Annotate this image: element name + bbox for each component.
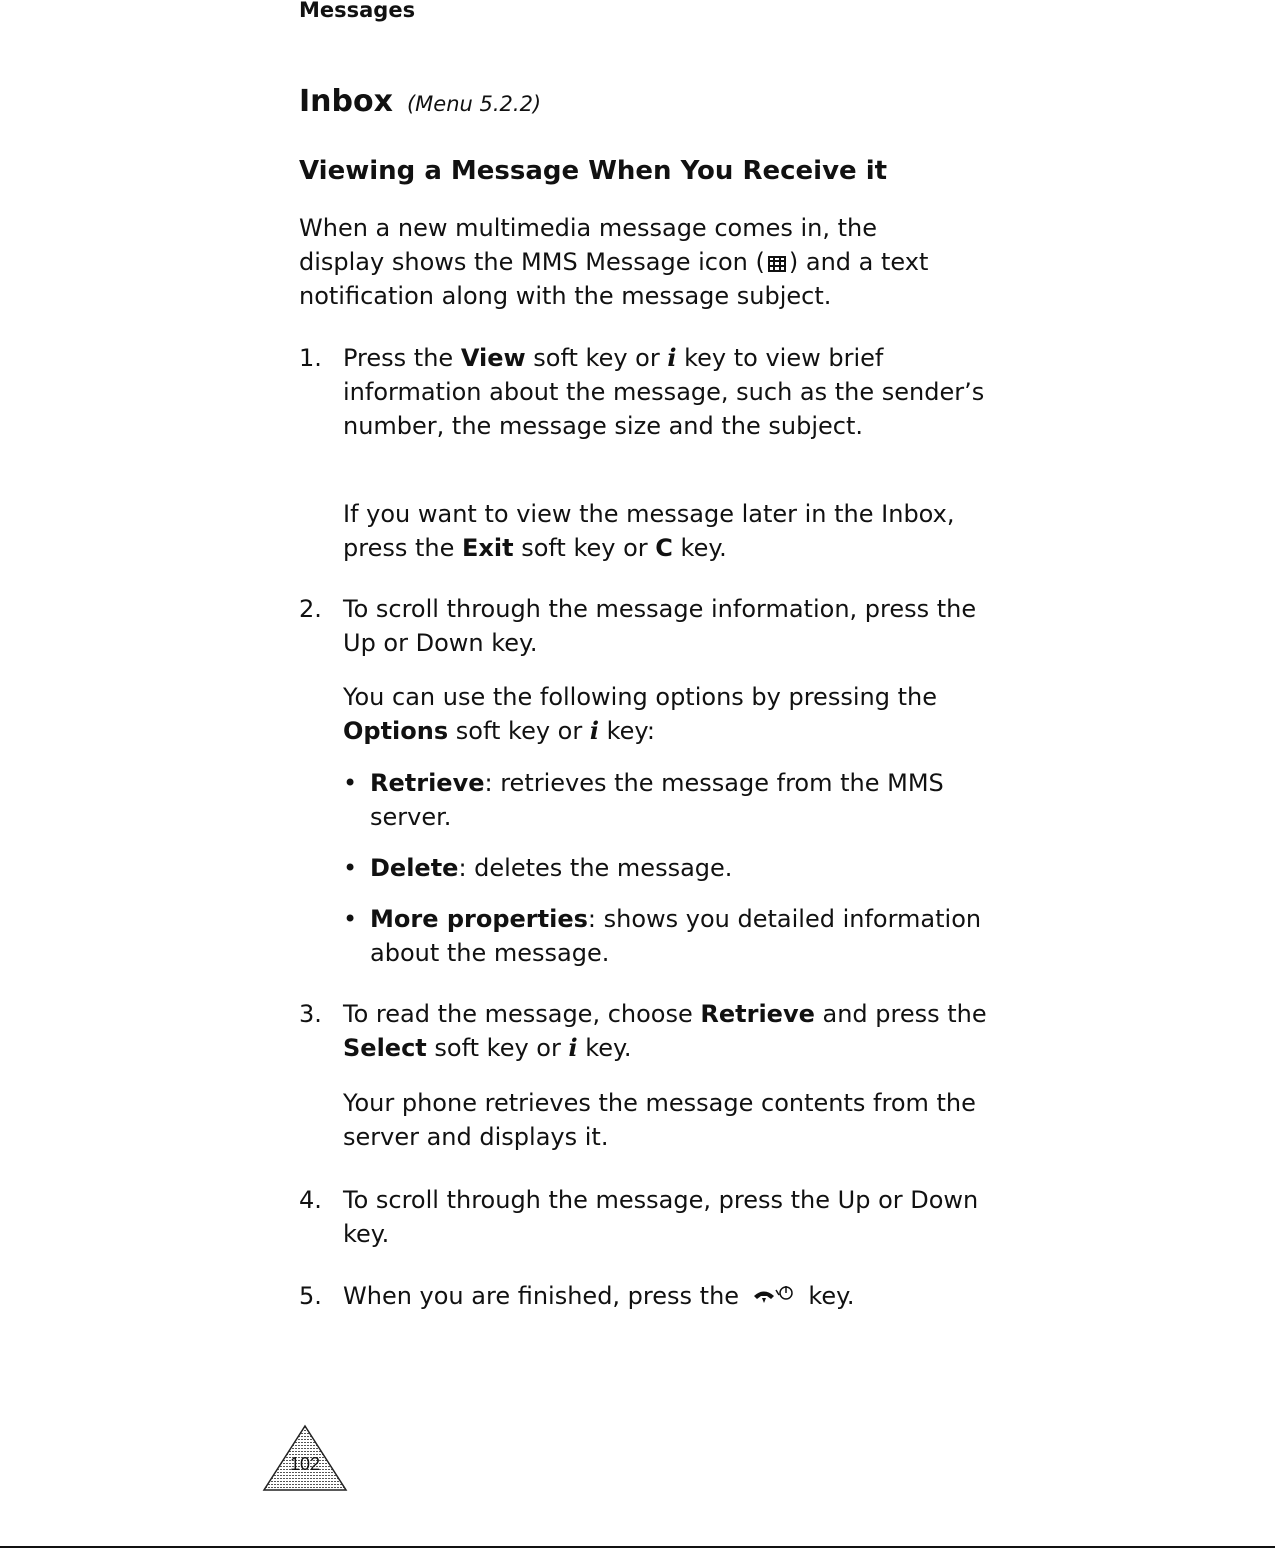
step-text: To scroll through the message, press the Up or Down key. bbox=[343, 1186, 979, 1248]
text: soft key or bbox=[525, 344, 668, 372]
step-1 bbox=[299, 341, 989, 443]
intro-text-1: When a new multimedia message comes in, the display shows the MMS Message icon ( bbox=[299, 214, 878, 276]
page-number-badge bbox=[262, 1424, 348, 1492]
key-name: View bbox=[460, 344, 526, 372]
bullet-dot: • bbox=[343, 854, 358, 882]
step-number: 5. bbox=[299, 1282, 322, 1310]
step-text bbox=[343, 341, 989, 443]
key-name: Select bbox=[343, 1034, 427, 1062]
step-number: 1. bbox=[299, 344, 322, 372]
key-name: Options bbox=[343, 717, 449, 745]
text: To read the message, choose bbox=[343, 1000, 701, 1028]
option-desc: : retrieves the message from the MMS server. bbox=[370, 769, 944, 831]
option-term: Retrieve bbox=[370, 769, 485, 797]
option-desc: : shows you detailed information about the message. bbox=[370, 905, 982, 967]
key-name: Retrieve bbox=[700, 1000, 815, 1028]
end-power-key-icon bbox=[751, 1284, 797, 1306]
section-title bbox=[299, 84, 541, 119]
step-2-note bbox=[343, 680, 993, 748]
text: soft key or bbox=[448, 717, 590, 745]
bullet-delete bbox=[343, 851, 983, 885]
step-3 bbox=[299, 997, 989, 1065]
text: If you want to view the message later in the Inbox, press the bbox=[343, 500, 955, 562]
step-4 bbox=[299, 1183, 989, 1251]
text: You can use the following options by pressing the bbox=[343, 683, 937, 711]
step-text bbox=[343, 997, 989, 1065]
step-3-note: Your phone retrieves the message contents from the server and displays it. bbox=[343, 1089, 976, 1151]
mms-message-icon bbox=[768, 256, 786, 272]
option-term: Delete bbox=[370, 854, 459, 882]
step-text bbox=[343, 1279, 989, 1313]
step-5 bbox=[299, 1279, 989, 1313]
title-main: Inbox bbox=[299, 84, 393, 119]
menu-path: (Menu 5.2.2) bbox=[406, 92, 542, 116]
intro-paragraph bbox=[299, 211, 959, 313]
bullet-dot: • bbox=[343, 769, 358, 797]
text: key to view brief information about the message, such as the sender’s number, the message size and the subject. bbox=[343, 344, 985, 440]
step-number: 2. bbox=[299, 595, 322, 623]
step-1-note bbox=[343, 497, 993, 565]
bullet-more-properties bbox=[343, 902, 983, 970]
text: and press the bbox=[814, 1000, 987, 1028]
key-name: Exit bbox=[462, 534, 514, 562]
step-2 bbox=[299, 592, 989, 660]
i-key-icon: i bbox=[667, 343, 677, 372]
running-header: Messages bbox=[299, 0, 416, 22]
text: key. bbox=[672, 534, 727, 562]
step-number: 3. bbox=[299, 1000, 322, 1028]
option-term: More properties bbox=[370, 905, 588, 933]
intro-text-2: ) and a text notification along with the message subject. bbox=[299, 248, 929, 310]
i-key-icon: i bbox=[589, 716, 599, 745]
text: soft key or bbox=[426, 1034, 569, 1062]
option-desc: : deletes the message. bbox=[458, 854, 733, 882]
text: When you are finished, press the bbox=[343, 1282, 747, 1310]
step-number: 4. bbox=[299, 1186, 322, 1214]
step-text: To scroll through the message information, press the Up or Down key. bbox=[343, 595, 977, 657]
page-number: 102 bbox=[289, 1454, 321, 1474]
key-name: C bbox=[655, 534, 673, 562]
text: key: bbox=[598, 717, 655, 745]
bullet-retrieve bbox=[343, 766, 983, 834]
text: key. bbox=[577, 1034, 632, 1062]
text: soft key or bbox=[513, 534, 656, 562]
bullet-dot: • bbox=[343, 905, 358, 933]
text: key. bbox=[800, 1282, 855, 1310]
text bbox=[370, 766, 983, 834]
text bbox=[370, 902, 983, 970]
bottom-rule bbox=[0, 1546, 1275, 1548]
subheading: Viewing a Message When You Receive it bbox=[299, 156, 888, 186]
text: Press the bbox=[343, 344, 461, 372]
text bbox=[370, 851, 983, 885]
i-key-icon: i bbox=[568, 1033, 578, 1062]
